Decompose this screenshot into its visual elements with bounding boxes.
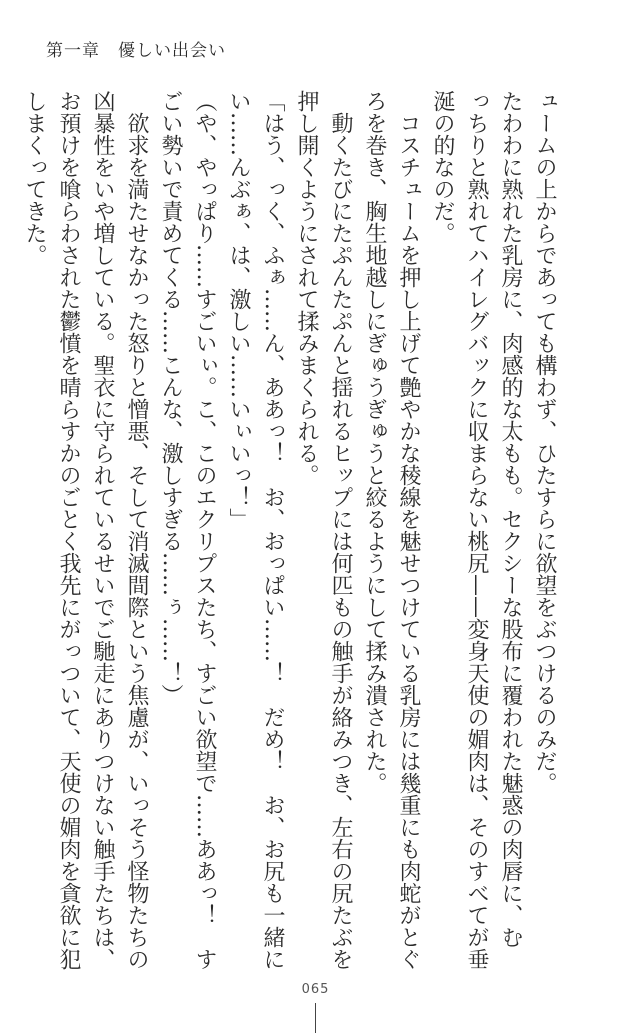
text-line: 欲求を満たせなかった怒りと憎悪、そして消滅間際という焦慮が、いっそう怪物たちの bbox=[124, 90, 149, 970]
text-line: たわわに熟れた乳房に、肉感的な太もも。セクシーな股布に覆われた魅惑の肉唇に、む bbox=[498, 90, 523, 948]
text-line: 凶暴性をいや増している。聖衣に守られているせいでご馳走にありつけない触手たちは、 bbox=[90, 90, 115, 970]
running-header: 第一章 優しい出会い bbox=[46, 41, 226, 61]
text-line: い……んぶぁ、は、激しい……いぃいっ！」 bbox=[226, 90, 251, 530]
text-line: 動くたびにたぷんたぷんと揺れるヒップには何匹もの触手が絡みつき、左右の尻たぶを bbox=[328, 90, 353, 970]
text-line: 「はう、っく、ふぁ……ん、ああっ！ お、おっぱい……！ だめ！ お、お尻も一緒に bbox=[260, 90, 285, 970]
text-line: しまくってきた。 bbox=[22, 90, 47, 266]
text-line: っちりと熟れてハイレグバックに収まらない桃尻——変身天使の媚肉は、そのすべてが垂 bbox=[464, 90, 489, 970]
vertical-body-text bbox=[22, 90, 561, 970]
text-line: （や、やっぱり……すごいぃ。こ、このエクリプスたち、すごい欲望で……ああっ！ す bbox=[192, 90, 217, 970]
text-line: ュームの上からであっても構わず、ひたすらに欲望をぶつけるのみだ。 bbox=[532, 90, 557, 794]
text-line: コスチュームを押し上げて艶やかな稜線を魅せつけている乳房には幾重にも肉蛇がとぐ bbox=[396, 90, 421, 970]
page-number-rule bbox=[315, 1003, 316, 1033]
text-line: お預けを喰らわされた鬱憤を晴らすかのごとく我先にがっついて、天使の媚肉を貪欲に犯 bbox=[56, 90, 81, 970]
text-line: 押し開くようにされて揉みまくられる。 bbox=[294, 90, 319, 486]
text-line: ろを巻き、胸生地越しにぎゅうぎゅうと絞るようにして揉み潰された。 bbox=[362, 90, 387, 794]
text-line: 涎の的なのだ。 bbox=[430, 90, 455, 244]
page-number: 065 bbox=[301, 982, 330, 997]
text-line: ごい勢いで責めてくる……こんな、激しすぎる……ぅ……！） bbox=[158, 90, 183, 706]
